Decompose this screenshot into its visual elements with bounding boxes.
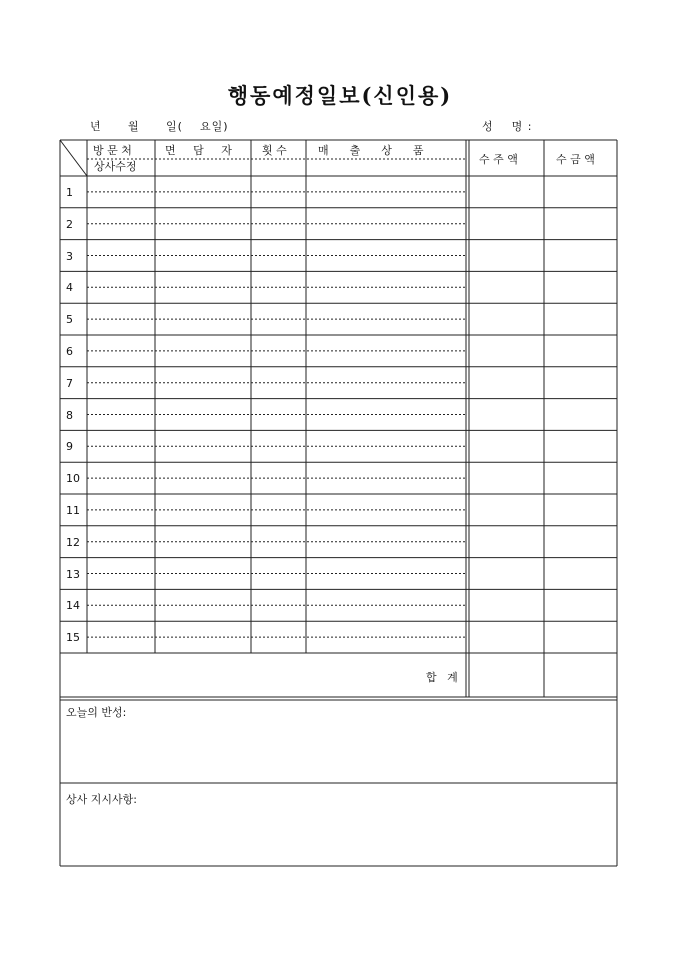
header-interviewee: 면 담 자	[165, 144, 232, 157]
name-label: 성 명 :	[482, 120, 533, 133]
corner-diagonal	[60, 140, 87, 176]
row-number: 4	[66, 281, 73, 295]
row-number: 15	[66, 631, 80, 645]
header-visit: 방 문 처	[93, 144, 132, 157]
row-number: 14	[66, 599, 80, 613]
row-number: 9	[66, 440, 73, 454]
row-number: 13	[66, 567, 80, 581]
row-number: 12	[66, 535, 80, 549]
date-month-label: 월	[128, 120, 140, 133]
total-label: 합 계	[426, 671, 458, 684]
row-number: 10	[66, 472, 80, 486]
row-number: 2	[66, 217, 73, 231]
header-collect-amount: 수 금 액	[556, 153, 595, 166]
row-number: 6	[66, 345, 73, 358]
row-number: 5	[66, 313, 73, 327]
row-number: 11	[66, 504, 80, 517]
row-number: 7	[66, 376, 73, 390]
date-weekday-label: 요일)	[200, 120, 229, 133]
header-count: 횟 수	[262, 144, 287, 157]
header-product: 매 출 상 품	[318, 144, 424, 157]
date-day-label: 일(	[166, 120, 183, 133]
reflection-label: 오늘의 반성:	[66, 706, 127, 719]
date-year-label: 년	[90, 120, 102, 133]
boss-instructions-label: 상사 지시사항:	[66, 793, 137, 806]
row-number: 1	[66, 186, 73, 199]
header-order-amount: 수 주 액	[479, 153, 518, 166]
row-number: 8	[66, 408, 73, 422]
header-visit-sub: 상사수정	[94, 160, 137, 173]
page-title: 행동예정일보(신인용)	[227, 83, 453, 108]
row-number: 3	[66, 249, 73, 263]
